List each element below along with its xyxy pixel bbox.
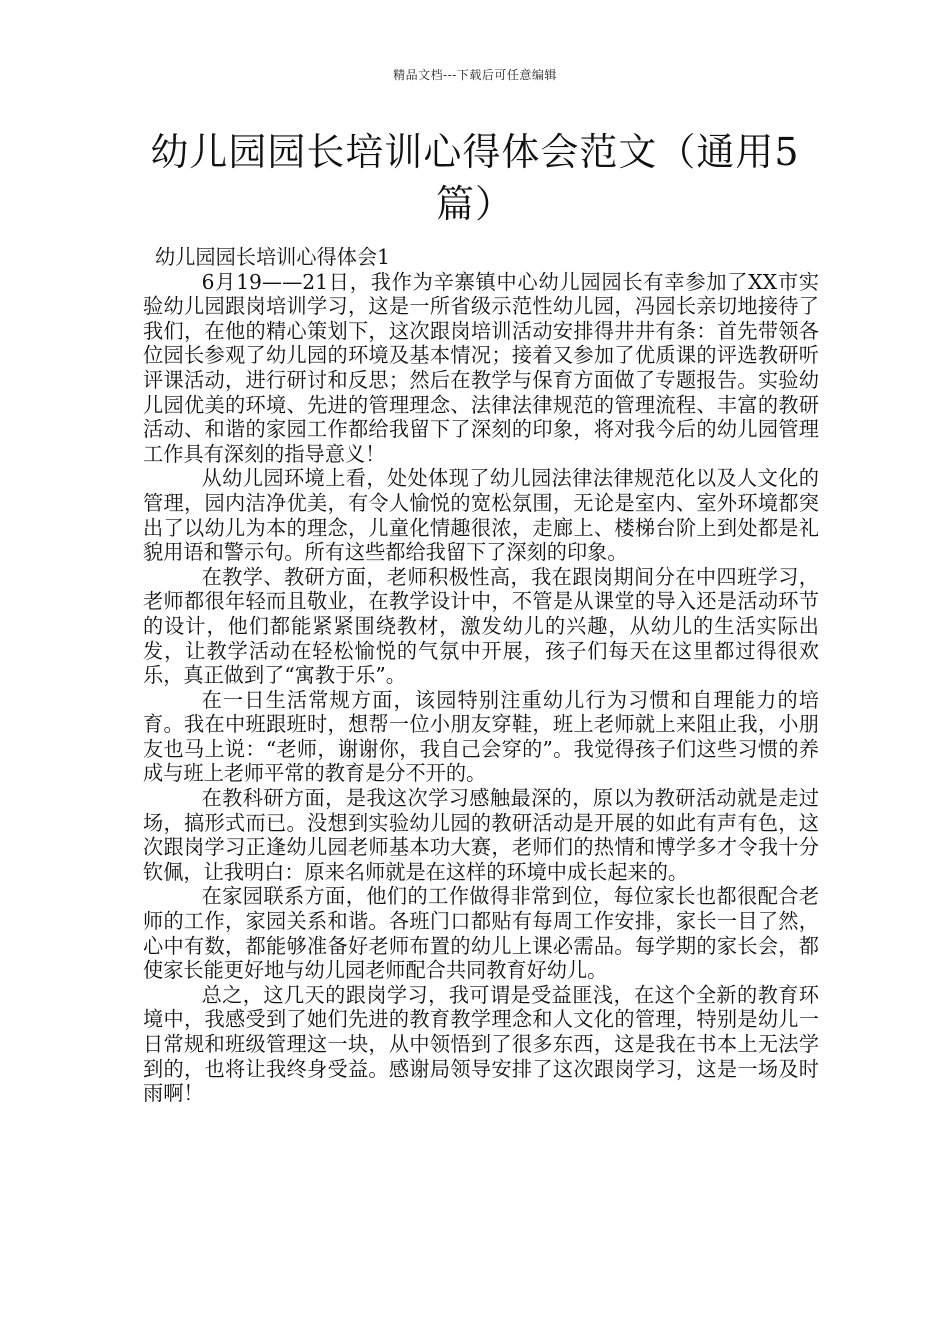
paragraph: 在家园联系方面，他们的工作做得非常到位，每位家长也都很配合老师的工作，家园关系和谐。各班门口都贴有每周工作安排，家长一目了然，心中有数，都能够准备好老师布置的幼儿上课必需品。每学期的家长会，都使家长能更好地与幼儿园老师配合共同教育好幼儿。 (143, 884, 819, 983)
paragraph: 总之，这几天的跟岗学习，我可谓是受益匪浅，在这个全新的教育环境中，我感受到了她们先进的教育教学理念和人文化的管理，特别是幼儿一日常规和班级管理这一块，从中领悟到了很多东西，这是我在书本上无法学到的，也将让我终身受益。感谢局领导安排了这次跟岗学习，这是一场及时雨啊！ (143, 982, 819, 1106)
paragraph: 6月19——21日，我作为辛寨镇中心幼儿园园长有幸参加了XX市实验幼儿园跟岗培训学习，这是一所省级示范性幼儿园，冯园长亲切地接待了我们，在他的精心策划下，这次跟岗培训活动安排得井井有条：首先带领各位园长参观了幼儿园的环境及基本情况；接着又参加了优质课的评选教研听评课活动，进行研讨和反思；然后在教学与保育方面做了专题报告。实验幼儿园优美的环境、先进的管理理念、法律法律规范的管理流程、丰富的教研活动、和谐的家园工作都给我留下了深刻的印象，将对我今后的幼儿园管理工作具有深刻的指导意义！ (143, 269, 819, 466)
document-title: 幼儿园园长培训心得体会范文（通用5篇） (150, 130, 800, 226)
header-note: 精品文档---下载后可任意编辑 (393, 68, 557, 82)
section-title: 幼儿园园长培训心得体会1 (155, 245, 390, 269)
paragraph: 在一日生活常规方面，该园特别注重幼儿行为习惯和自理能力的培育。我在中班跟班时，想帮一位小朋友穿鞋，班上老师就上来阻止我，小朋友也马上说：“老师，谢谢你，我自己会穿的”。我觉得孩子们这些习惯的养成与班上老师平常的教育是分不开的。 (143, 687, 819, 786)
paragraph: 在教科研方面，是我这次学习感触最深的，原以为教研活动就是走过场，搞形式而已。没想到实验幼儿园的教研活动是开展的如此有声有色，这次跟岗学习正逢幼儿园老师基本功大赛，老师们的热情和博学多才令我十分钦佩，让我明白：原来名师就是在这样的环境中成长起来的。 (143, 786, 819, 884)
paragraph: 从幼儿园环境上看，处处体现了幼儿园法律法律规范化以及人文化的管理，园内洁净优美，有令人愉悦的宽松氛围，无论是室内、室外环境都突出了以幼儿为本的理念，儿童化情趣很浓，走廊上、楼梯台阶上到处都是礼貌用语和警示句。所有这些都给我留下了深刻的印象。 (143, 466, 819, 565)
document-body (143, 245, 819, 1106)
paragraph: 在教学、教研方面，老师积极性高，我在跟岗期间分在中四班学习，老师都很年轻而且敬业，在教学设计中，不管是从课堂的导入还是活动环节的设计，他们都能紧紧围绕教材，激发幼儿的兴趣，从幼儿的生活实际出发，让教学活动在轻松愉悦的气氛中开展，孩子们每天在这里都过得很欢乐，真正做到了“寓教于乐”。 (143, 564, 819, 688)
